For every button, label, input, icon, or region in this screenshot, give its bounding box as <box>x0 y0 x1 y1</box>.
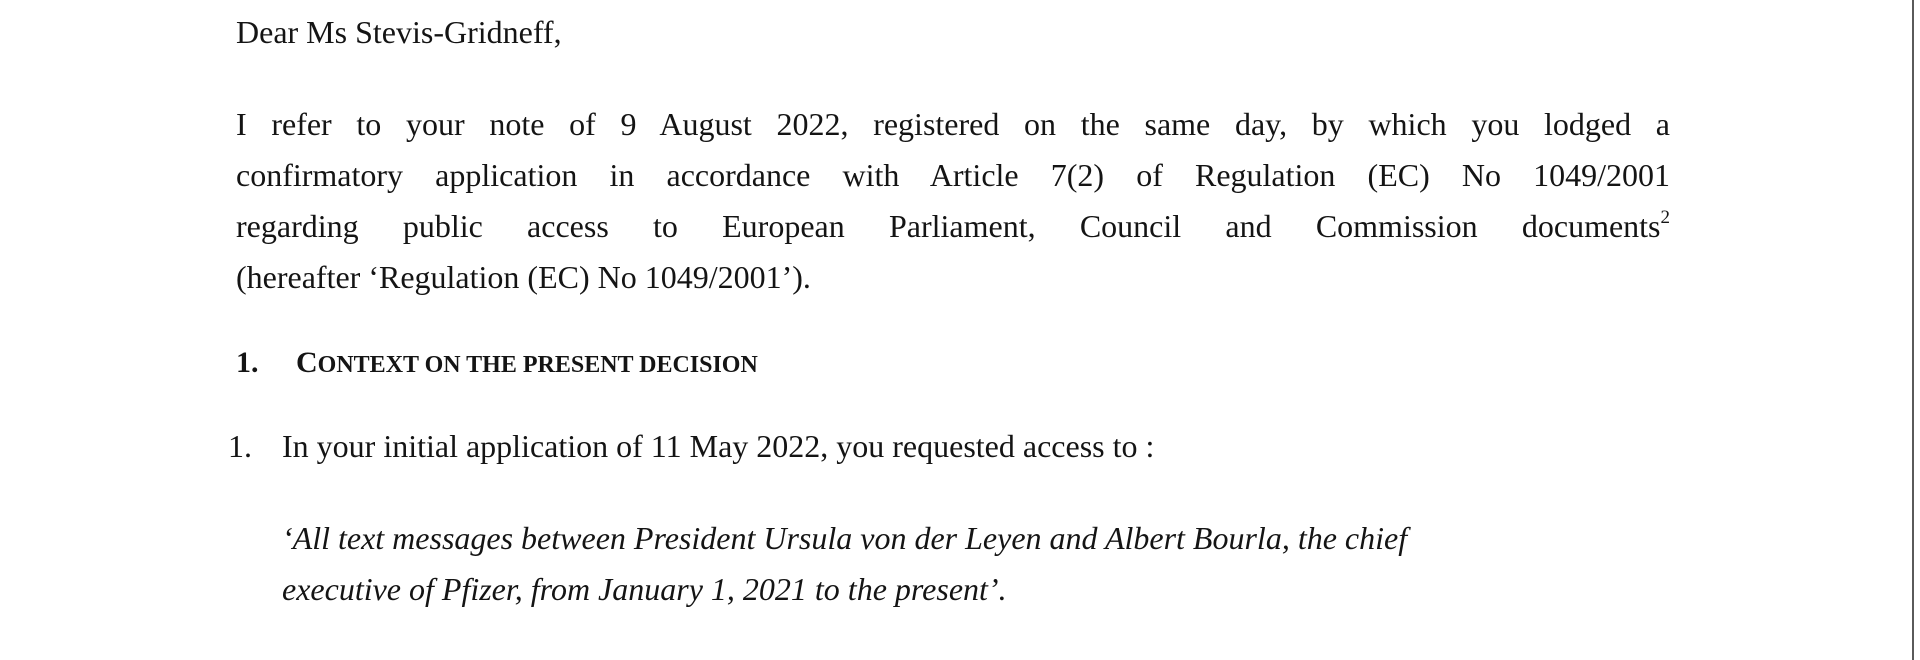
intro-line-3-text: regarding public access to European Parliament, Council and Commission documents <box>236 208 1661 244</box>
footnote-reference[interactable]: 2 <box>1660 207 1670 228</box>
section-number: 1. <box>236 346 259 379</box>
section-title-rest: ONTEXT ON THE PRESENT DECISION <box>317 352 758 378</box>
intro-line-1: I refer to your note of 9 August 2022, registered on the same day, by which you lodged a <box>236 106 1670 142</box>
intro-line-3 <box>236 201 1670 252</box>
intro-line-2: confirmatory application in accordance with Article 7(2) of Regulation (EC) No 1049/2001 <box>236 157 1670 193</box>
point-text: In your initial application of 11 May 2022, you requested access to : <box>282 428 1155 464</box>
quote-line-2: executive of Pfizer, from January 1, 2021 to the present’. <box>282 571 1007 607</box>
point-number: 1. <box>228 428 252 464</box>
intro-line-4: (hereafter ‘Regulation (EC) No 1049/2001’). <box>236 259 811 295</box>
page-edge-divider <box>1912 0 1914 660</box>
salutation: Dear Ms Stevis-Gridneff, <box>236 14 562 50</box>
intro-paragraph <box>236 99 1670 303</box>
quote-line-1: ‘All text messages between President Ursula von der Leyen and Albert Bourla, the chief <box>282 520 1408 556</box>
section-title-initial: C <box>296 346 318 379</box>
numbered-point <box>228 424 1154 468</box>
quoted-request <box>282 513 1676 615</box>
section-heading <box>236 341 758 387</box>
